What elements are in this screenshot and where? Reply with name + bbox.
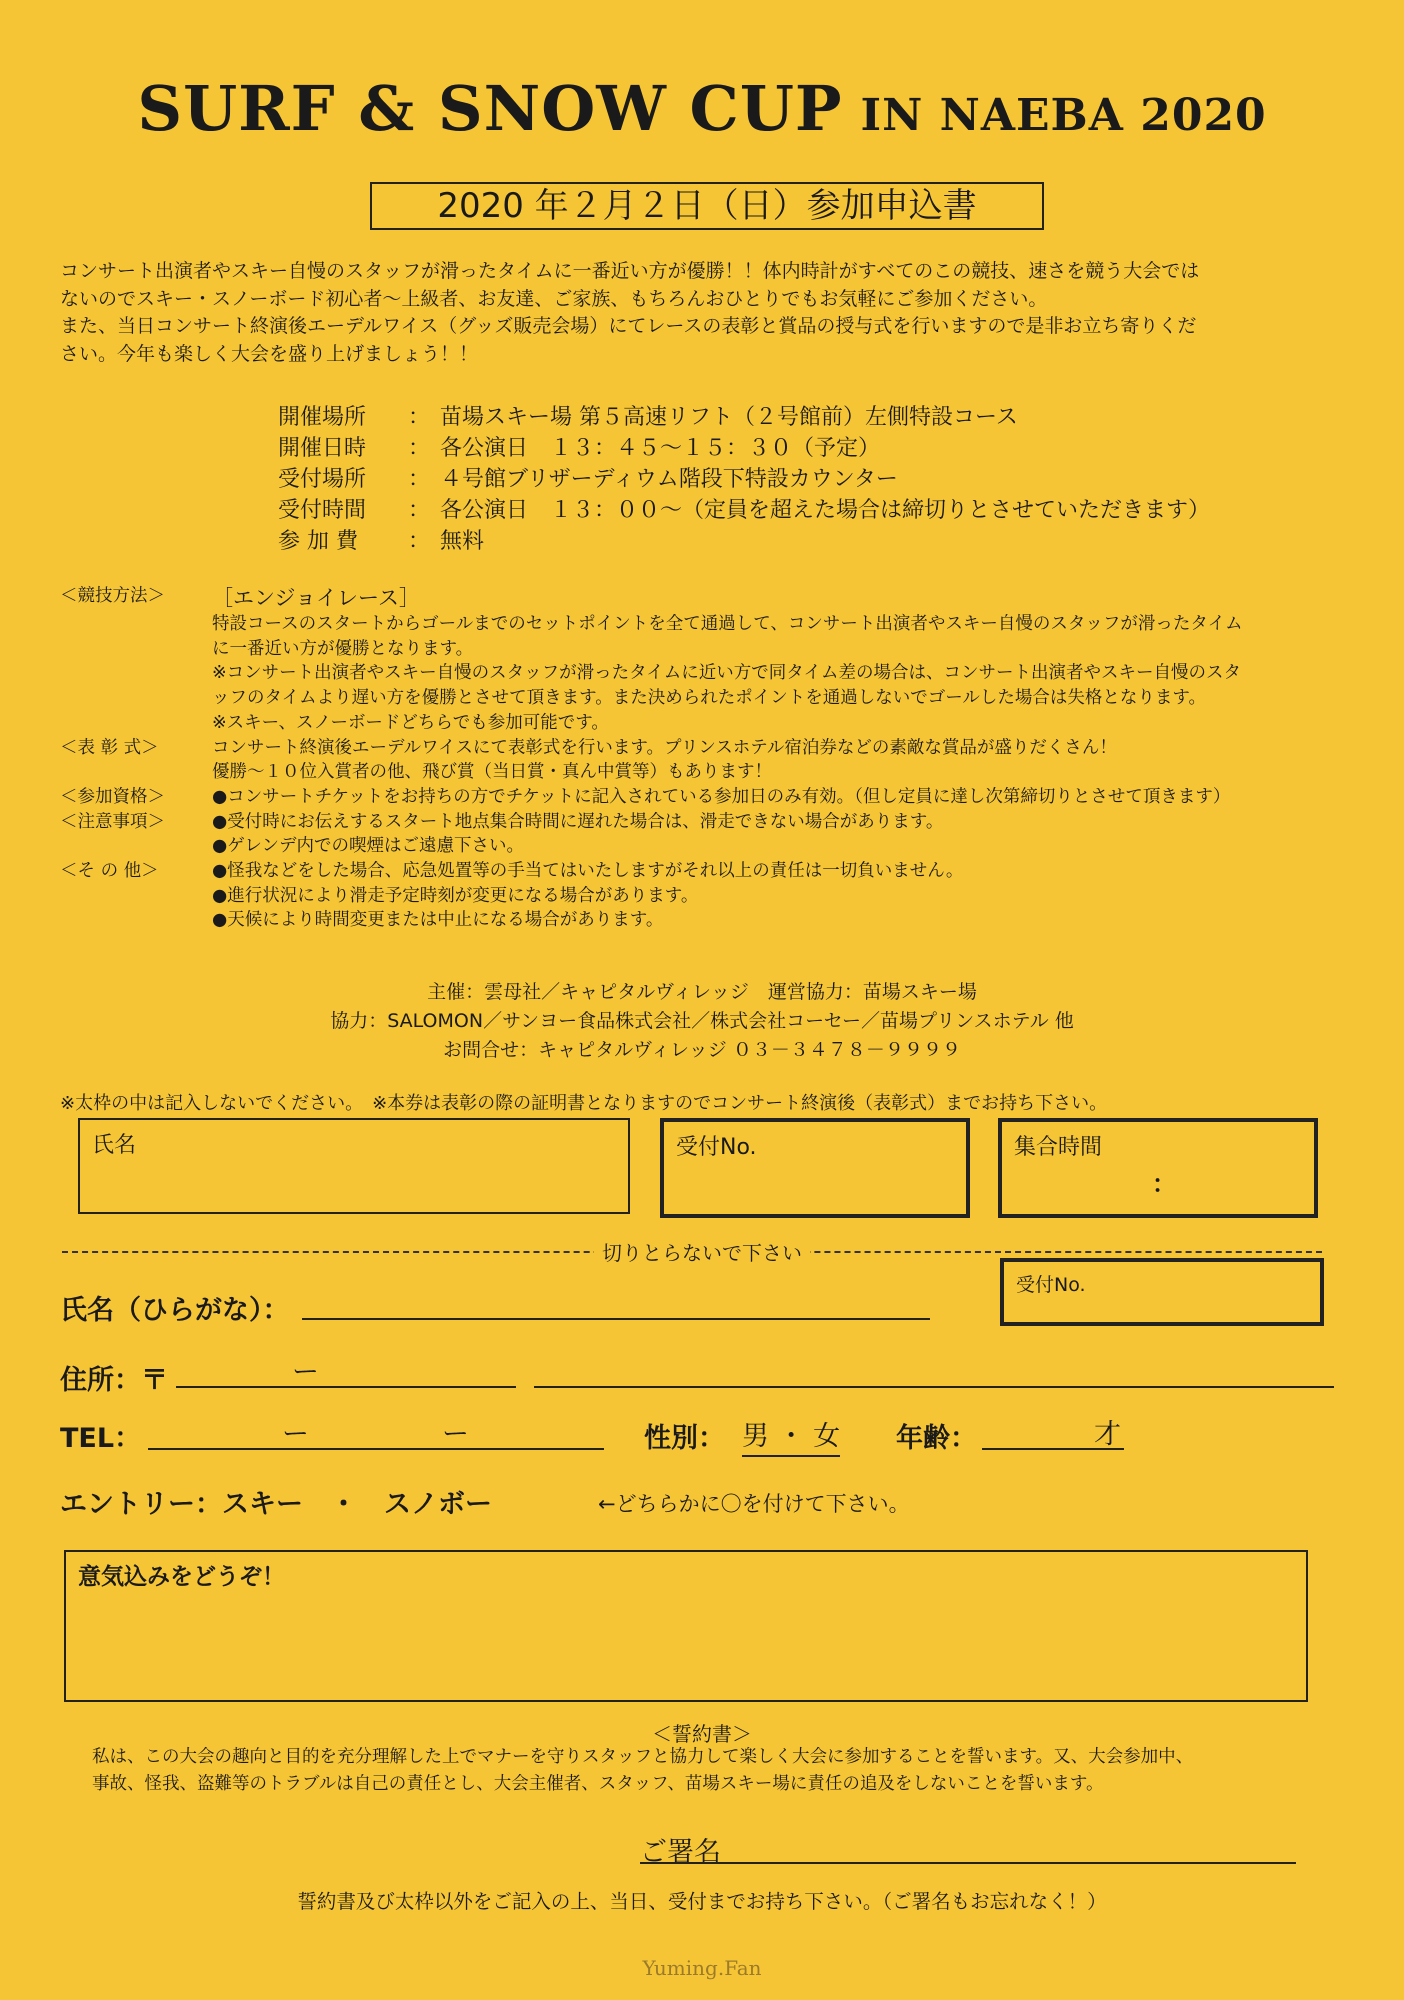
postal-code-field[interactable] bbox=[176, 1386, 516, 1388]
info-row-venue bbox=[278, 402, 1210, 433]
info-colon: ： bbox=[407, 405, 430, 430]
intro-line: コンサート出演者やスキー自慢のスタッフが滑ったタイムに一番近い方が優勝！！体内時計がすべてのこの競技、速さを競う大会では bbox=[60, 260, 1200, 282]
closing-note: 誓約書及び太枠以外をご記入の上、当日、受付までお持ち下さい。（ご署名もお忘れなく！） bbox=[297, 1890, 1107, 1913]
comment-box[interactable] bbox=[64, 1550, 1308, 1702]
event-info bbox=[278, 402, 1210, 557]
comment-label: 意気込みをどうぞ！ bbox=[78, 1564, 285, 1590]
rule-line: 優勝～１０位入賞者の他、飛び賞（当日賞・真ん中賞等）もあります！ bbox=[212, 762, 772, 783]
info-value: 無料 bbox=[440, 529, 485, 554]
reception-no-box-bottom bbox=[1000, 1258, 1324, 1326]
rule-caution bbox=[60, 810, 1350, 859]
rule-label: ＜注意事項＞ bbox=[60, 811, 165, 832]
assembly-time-label: 集合時間 bbox=[1014, 1135, 1103, 1160]
intro-text bbox=[60, 258, 1340, 368]
name-field[interactable] bbox=[302, 1318, 930, 1320]
info-colon: ： bbox=[407, 498, 430, 523]
rule-line: ●コンサートチケットをお持ちの方でチケットに記入されている参加日のみ有効。（但し定員に達し次第締切りとさせて頂きます） bbox=[212, 786, 1231, 807]
reception-no-label: 受付No. bbox=[676, 1135, 757, 1160]
organizer-line: 主催：雲母社／キャピタルヴィレッジ 運営協力：苗場スキー場 bbox=[427, 981, 977, 1003]
info-value: 苗場スキー場 第５高速リフト（２号館前）左側特設コース bbox=[440, 405, 1018, 430]
rule-label: ＜競技方法＞ bbox=[60, 586, 165, 606]
rule-title: ［エンジョイレース］ bbox=[212, 586, 421, 610]
info-row-fee bbox=[278, 526, 1210, 557]
rule-qualification bbox=[60, 785, 1350, 810]
info-row-reception-place bbox=[278, 464, 1210, 495]
tel-dash: ー bbox=[282, 1419, 309, 1450]
rule-line: ※スキー、スノーボードどちらでも参加可能です。 bbox=[212, 712, 609, 733]
rule-method bbox=[60, 584, 1350, 736]
rule-award bbox=[60, 736, 1350, 785]
tel-dash: ー bbox=[442, 1419, 469, 1450]
tel-field-label: TEL： bbox=[60, 1423, 142, 1454]
credit-watermark: Yuming.Fan bbox=[642, 1956, 762, 1980]
name-box-label: 氏名 bbox=[92, 1133, 137, 1158]
info-row-reception-time bbox=[278, 495, 1210, 526]
form-note: ※太枠の中は記入しないでください。 ※本券は表彰の際の証明書となりますのでコンサート終演後（表彰式）までお持ち下さい。 bbox=[60, 1093, 1108, 1114]
address-field[interactable] bbox=[534, 1386, 1334, 1388]
pledge-title: ＜誓約書＞ bbox=[652, 1722, 752, 1746]
info-colon: ： bbox=[407, 467, 430, 492]
info-label: 受付場所 bbox=[278, 467, 367, 492]
cut-line-label: 切りとらないで下さい bbox=[594, 1241, 810, 1265]
gender-options[interactable]: 男 ・ 女 bbox=[742, 1414, 840, 1457]
rule-line: ●進行状況により滑走予定時刻が変更になる場合があります。 bbox=[212, 885, 699, 906]
info-label: 開催日時 bbox=[278, 436, 367, 461]
name-field-label: 氏名（ひらがな）： bbox=[60, 1295, 290, 1326]
entry-hint: ←どちらかに〇を付けて下さい。 bbox=[598, 1492, 910, 1516]
postal-code-dash: ー bbox=[292, 1357, 319, 1388]
pledge-line: 私は、この大会の趣向と目的を充分理解した上でマナーを守りスタッフと協力して楽しく大会に参加することを誓います。又、大会参加中、 bbox=[92, 1747, 1194, 1767]
title-main: SURF & SNOW CUP bbox=[137, 72, 843, 145]
intro-line: ないのでスキー・スノーボード初心者～上級者、お友達、ご家族、もちろんおひとりでもお気軽にご参加ください。 bbox=[60, 287, 1048, 310]
pledge-text bbox=[92, 1744, 1332, 1798]
info-value: ４号館ブリザーディウム階段下特設カウンター bbox=[440, 467, 898, 492]
reception-no-label: 受付No. bbox=[1016, 1274, 1086, 1296]
reception-no-box bbox=[660, 1118, 970, 1218]
address-field-label: 住所：〒 bbox=[60, 1365, 168, 1396]
title-sub: IN NAEBA 2020 bbox=[860, 90, 1267, 141]
info-label: 受付時間 bbox=[278, 498, 367, 523]
rule-line: コンサート終演後エーデルワイスにて表彰式を行います。プリンスホテル宿泊券などの素敵な賞品が盛りだくさん！ bbox=[212, 737, 1117, 758]
gender-label: 性別： bbox=[644, 1423, 725, 1454]
info-colon: ： bbox=[407, 436, 430, 461]
rules-section bbox=[60, 584, 1350, 933]
signature-field[interactable] bbox=[640, 1862, 1296, 1864]
tel-field[interactable] bbox=[148, 1448, 604, 1450]
organizers bbox=[0, 978, 1404, 1065]
age-unit: 才 bbox=[1094, 1419, 1121, 1450]
info-label: 参 加 費 bbox=[278, 529, 358, 554]
rule-label: ＜そ の 他＞ bbox=[60, 861, 159, 882]
rule-line: ●ゲレンデ内での喫煙はご遠慮下さい。 bbox=[212, 836, 524, 857]
rule-line: 特設コースのスタートからゴールまでのセットポイントを全て通過して、コンサート出演者やスキー自慢のスタッフが滑ったタイム bbox=[212, 614, 1243, 634]
name-box[interactable] bbox=[78, 1118, 630, 1214]
rule-label: ＜参加資格＞ bbox=[60, 786, 165, 807]
subtitle-box: 2020 年２月２日（日）参加申込書 bbox=[370, 182, 1044, 230]
info-value: 各公演日 １３：４５～１５：３０（予定） bbox=[440, 436, 881, 461]
rule-line: ※コンサート出演者やスキー自慢のスタッフが滑ったタイムに近い方で同タイム差の場合は、コンサート出演者やスキー自慢のスタ bbox=[212, 663, 1241, 684]
info-label: 開催場所 bbox=[278, 405, 367, 430]
organizer-line: お問合せ：キャピタルヴィレッジ ０３－３４７８－９９９９ bbox=[443, 1039, 961, 1061]
organizer-line: 協力：SALOMON／サンヨー食品株式会社／株式会社コーセー／苗場プリンスホテル 他 bbox=[330, 1010, 1074, 1032]
rule-line: に一番近い方が優勝となります。 bbox=[212, 638, 474, 659]
rule-line: ●天候により時間変更または中止になる場合があります。 bbox=[212, 910, 664, 931]
assembly-time-colon: ： bbox=[1152, 1170, 1176, 1198]
info-row-datetime bbox=[278, 433, 1210, 464]
intro-line: さい。今年も楽しく大会を盛り上げましょう！！ bbox=[60, 342, 479, 365]
assembly-time-box bbox=[998, 1118, 1318, 1218]
rule-line: ●怪我などをした場合、応急処置等の手当てはいたしますがそれ以上の責任は一切負いません。 bbox=[212, 861, 964, 882]
rule-line: ッフのタイムより遅い方を優勝とさせて頂きます。また決められたポイントを通過しないでゴールした場合は失格となります。 bbox=[212, 688, 1206, 709]
intro-line: また、当日コンサート終演後エーデルワイス（グッズ販売会場）にてレースの表彰と賞品の授与式を行いますので是非お立ち寄りくだ bbox=[60, 315, 1197, 337]
rule-other bbox=[60, 859, 1350, 933]
signature-label: ご署名 bbox=[640, 1837, 721, 1868]
entry-options[interactable]: エントリー：スキー ・ スノボー bbox=[60, 1489, 492, 1520]
info-value: 各公演日 １３：００～（定員を超えた場合は締切りとさせていただきます） bbox=[440, 498, 1211, 523]
info-colon: ： bbox=[407, 529, 430, 554]
pledge-line: 事故、怪我、盗難等のトラブルは自己の責任とし、大会主催者、スタッフ、苗場スキー場に責任の追及をしないことを誓います。 bbox=[92, 1774, 1104, 1794]
age-label: 年齢： bbox=[896, 1423, 977, 1454]
rule-line: ●受付時にお伝えするスタート地点集合時間に遅れた場合は、滑走できない場合があります。 bbox=[212, 811, 944, 832]
rule-label: ＜表 彰 式＞ bbox=[60, 737, 159, 758]
page-title bbox=[0, 72, 1404, 145]
